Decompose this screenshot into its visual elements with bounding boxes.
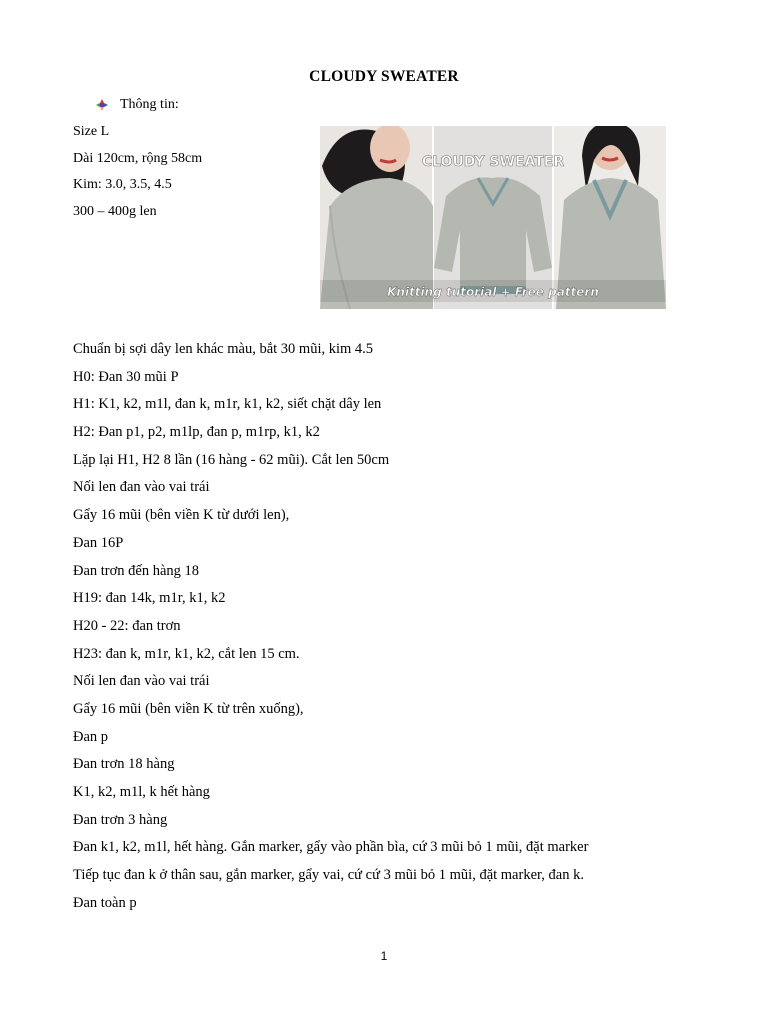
- info-list: [73, 123, 202, 229]
- info-yarn: 300 – 400g len: [73, 203, 157, 219]
- step-line: Đan p: [73, 728, 109, 745]
- step-line: Đan trơn 3 hàng: [73, 811, 168, 828]
- step-line: Chuẩn bị sợi dây len khác màu, bắt 30 mũi, kim 4.5: [73, 341, 374, 357]
- four-arrows-bullet-icon: [96, 99, 108, 111]
- pattern-steps-list: [73, 340, 588, 921]
- step-line: Đan trơn đến hàng 18: [73, 562, 200, 579]
- step-line: H0: Đan 30 mũi P: [73, 368, 179, 385]
- hero-title-text: CLOUDY SWEATER: [421, 154, 565, 170]
- step-line: H1: K1, k2, m1l, đan k, m1r, k1, k2, siết chặt dây len: [73, 396, 382, 413]
- step-line: H20 - 22: đan trơn: [73, 617, 181, 634]
- step-line: Đan toàn p: [73, 894, 137, 911]
- step-line: Tiếp tục đan k ở thân sau, gắn marker, gẩy vai, cứ cứ 3 mũi bỏ 1 mũi, đặt marker, đan k.: [73, 867, 584, 884]
- info-dimensions: Dài 120cm, rộng 58cm: [73, 150, 203, 166]
- hero-caption-text: Knitting tutorial + Free pattern: [387, 285, 599, 299]
- step-line: Lặp lại H1, H2 8 lần (16 hàng - 62 mũi). Cắt len 50cm: [73, 451, 390, 468]
- page-title: CLOUDY SWEATER: [309, 68, 459, 85]
- hero-photo-collage: [320, 126, 666, 309]
- step-line: Nối len đan vào vai trái: [73, 673, 210, 690]
- step-line: H2: Đan p1, p2, m1lp, đan p, m1rp, k1, k2: [73, 424, 320, 441]
- step-line: Đan trơn 18 hàng: [73, 756, 175, 773]
- info-needles: Kim: 3.0, 3.5, 4.5: [73, 177, 172, 192]
- step-line: Nối len đan vào vai trái: [73, 479, 210, 496]
- step-line: H19: đan 14k, m1r, k1, k2: [73, 590, 226, 607]
- step-line: K1, k2, m1l, k hết hàng: [73, 784, 210, 800]
- sweater-photo-illustration: [320, 126, 666, 309]
- info-section-heading: [96, 97, 179, 113]
- step-line: H23: đan k, m1r, k1, k2, cắt len 15 cm.: [73, 645, 300, 662]
- step-line: Gẩy 16 mũi (bên viền K từ dưới len),: [73, 507, 290, 524]
- page-number: 1: [380, 949, 388, 963]
- step-line: Đan 16P: [73, 534, 124, 551]
- step-line: Gẩy 16 mũi (bên viền K từ trên xuống),: [73, 700, 304, 717]
- info-size: Size L: [73, 124, 110, 139]
- info-section-label: Thông tin:: [120, 97, 179, 112]
- step-line: Đan k1, k2, m1l, hết hàng. Gắn marker, gẩy vào phần bìa, cứ 3 mũi bỏ 1 mũi, đặt marker: [73, 839, 589, 856]
